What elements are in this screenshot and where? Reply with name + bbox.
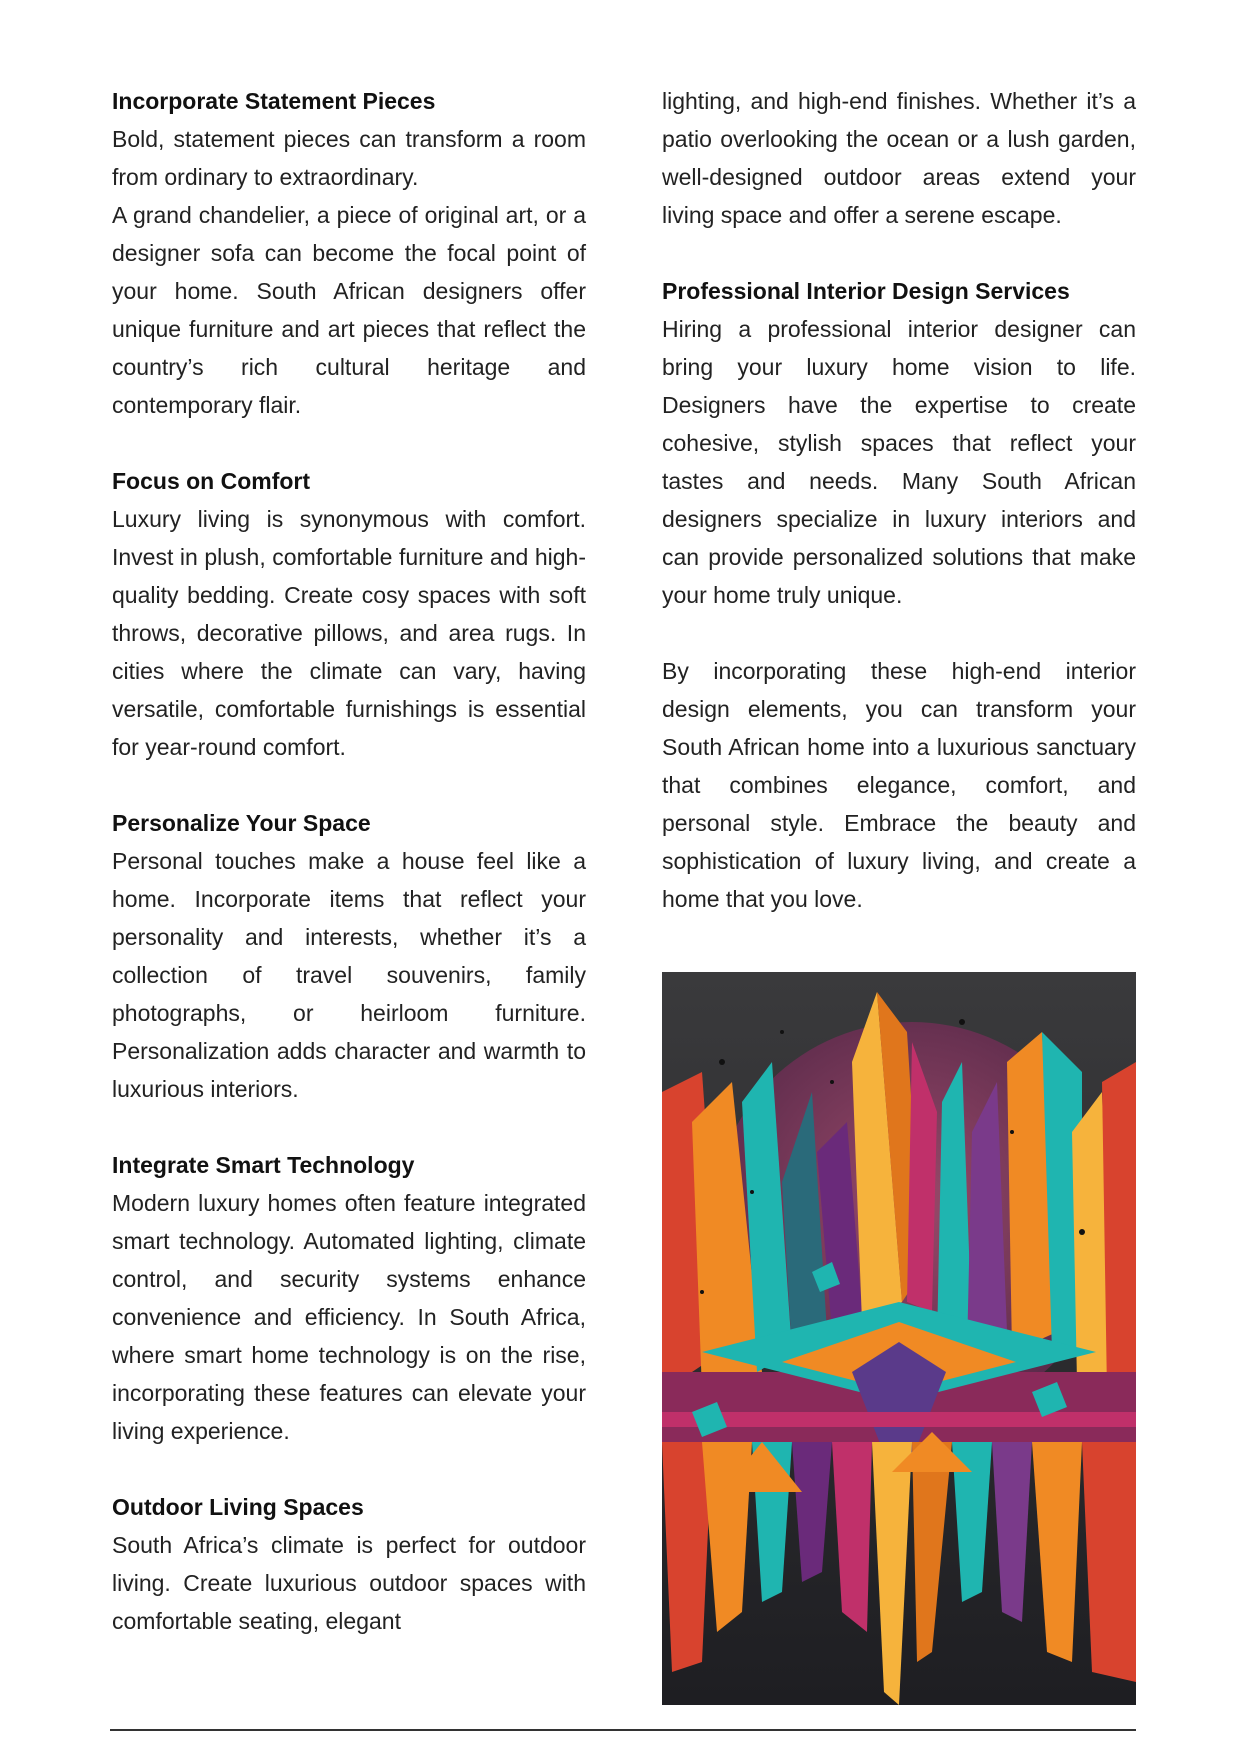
heading-professional-design: Professional Interior Design Services	[662, 278, 1070, 304]
footer-rule	[110, 1729, 1136, 1731]
paragraph-statement-pieces-2: A grand chandelier, a piece of original art, or a designer sofa can become the focal point of your home. South African designers offer unique furniture and art pieces that reflect the country’s rich cultural heritage and contemporary flair.	[112, 202, 586, 418]
heading-smart-technology: Integrate Smart Technology	[112, 1152, 415, 1178]
abstract-illustration	[662, 972, 1136, 1705]
paragraph-outdoor-living-part1: South Africa’s climate is perfect for outdoor living. Create luxurious outdoor spaces with comfortable seating, elegant	[112, 1532, 586, 1634]
paragraph-professional-design: Hiring a professional interior designer can bring your luxury home vision to life. Designers have the expertise to create cohesive, stylish spaces that reflect your tastes and needs. Many South African designers specialize in luxury interiors and can provide personalized solutions that make your home truly unique.	[662, 316, 1136, 608]
right-column	[662, 82, 1136, 918]
paragraph-personalize-space: Personal touches make a house feel like a home. Incorporate items that reflect your personality and interests, whether it’s a collection of travel souvenirs, family photographs, or heirloom furniture. Personalization adds character and warmth to luxurious interiors.	[112, 848, 586, 1102]
heading-focus-on-comfort: Focus on Comfort	[112, 468, 311, 494]
heading-outdoor-living: Outdoor Living Spaces	[112, 1494, 364, 1520]
abstract-illustration-svg	[662, 972, 1136, 1705]
paragraph-statement-pieces-1: Bold, statement pieces can transform a room from ordinary to extraordinary.	[112, 126, 586, 190]
paragraph-conclusion: By incorporating these high-end interior design elements, you can transform your South African home into a luxurious sanctuary that combines elegance, comfort, and personal style. Embrace the beauty and sophistication of luxury living, and create a home that you love.	[662, 658, 1136, 912]
paragraph-focus-on-comfort: Luxury living is synonymous with comfort. Invest in plush, comfortable furniture and high-quality bedding. Create cosy spaces with soft throws, decorative pillows, and area rugs. In cities where the climate can vary, having versatile, comfortable furnishings is essential for year-round comfort.	[112, 506, 586, 760]
left-column	[112, 82, 586, 1640]
heading-personalize-space: Personalize Your Space	[112, 810, 371, 836]
heading-statement-pieces: Incorporate Statement Pieces	[112, 88, 436, 114]
paragraph-outdoor-living-part2: lighting, and high-end finishes. Whether it’s a patio overlooking the ocean or a lush garden, well-designed outdoor areas extend your living space and offer a serene escape.	[662, 88, 1136, 228]
paragraph-smart-technology: Modern luxury homes often feature integrated smart technology. Automated lighting, climate control, and security systems enhance convenience and efficiency. In South Africa, where smart home technology is on the rise, incorporating these features can elevate your living experience.	[112, 1190, 586, 1444]
